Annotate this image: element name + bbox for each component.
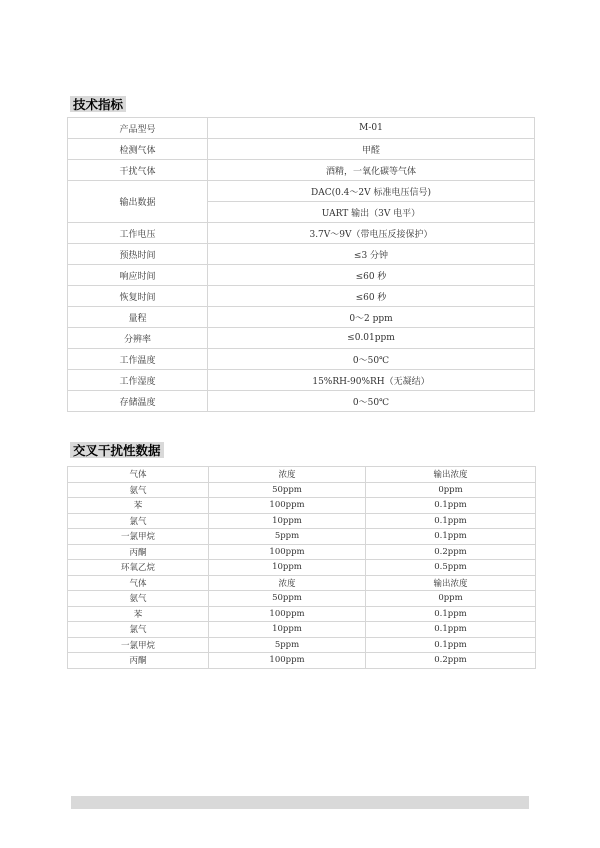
output-cell: 0.5ppm [366, 560, 536, 576]
concentration-cell: 5ppm [209, 637, 366, 653]
output-cell: 输出浓度 [366, 467, 536, 483]
spec-value: 3.7V～9V（带电压反接保护） [208, 223, 535, 244]
spec-label: 产品型号 [68, 118, 208, 139]
gas-cell: 苯 [68, 606, 209, 622]
spec-label: 工作电压 [68, 223, 208, 244]
table-row [68, 391, 535, 412]
output-cell: 0.1ppm [366, 622, 536, 638]
table-row [68, 160, 535, 181]
spec-value: 甲醛 [208, 139, 535, 160]
concentration-cell: 50ppm [209, 591, 366, 607]
gas-cell: 环氧乙烷 [68, 560, 209, 576]
table-row [68, 529, 536, 545]
spec-label: 输出数据 [68, 181, 208, 223]
table-row [68, 560, 536, 576]
table-row [68, 370, 535, 391]
output-cell: 0.1ppm [366, 529, 536, 545]
gas-cell: 气体 [68, 575, 209, 591]
table-row [68, 349, 535, 370]
spec-label: 分辨率 [68, 328, 208, 349]
gas-cell: 氨气 [68, 482, 209, 498]
spec-label: 预热时间 [68, 244, 208, 265]
spec-label: 存储温度 [68, 391, 208, 412]
cross-section-title: 交叉干扰性数据 [70, 442, 164, 458]
table-row [68, 575, 536, 591]
spec-value: ≤3 分钟 [208, 244, 535, 265]
output-cell: 0ppm [366, 591, 536, 607]
output-cell: 0.1ppm [366, 498, 536, 514]
spec-label: 工作湿度 [68, 370, 208, 391]
table-row [68, 181, 535, 202]
table-row [68, 328, 535, 349]
table-row [68, 482, 536, 498]
gas-cell: 一氯甲烷 [68, 637, 209, 653]
gas-cell: 氯气 [68, 622, 209, 638]
spec-label: 干扰气体 [68, 160, 208, 181]
spec-value: ≤0.01ppm [208, 328, 535, 349]
table-row [68, 622, 536, 638]
concentration-cell: 100ppm [209, 544, 366, 560]
table-row [68, 498, 536, 514]
concentration-cell: 100ppm [209, 606, 366, 622]
spec-value: ≤60 秒 [208, 265, 535, 286]
table-row [68, 286, 535, 307]
spec-value: 0～50℃ [208, 391, 535, 412]
output-cell: 0.1ppm [366, 513, 536, 529]
table-row [68, 606, 536, 622]
output-cell: 0.2ppm [366, 544, 536, 560]
spec-section-title: 技术指标 [70, 96, 126, 112]
concentration-cell: 50ppm [209, 482, 366, 498]
table-row [68, 544, 536, 560]
gas-cell: 氯气 [68, 513, 209, 529]
spec-value: M-01 [208, 118, 535, 139]
output-cell: 0ppm [366, 482, 536, 498]
concentration-cell: 5ppm [209, 529, 366, 545]
gas-cell: 氨气 [68, 591, 209, 607]
spec-value: UART 输出（3V 电平） [208, 202, 535, 223]
spec-value: 酒精，一氧化碳等气体 [208, 160, 535, 181]
concentration-cell: 10ppm [209, 560, 366, 576]
gas-cell: 苯 [68, 498, 209, 514]
gas-cell: 气体 [68, 467, 209, 483]
table-row [68, 653, 536, 669]
concentration-cell: 10ppm [209, 622, 366, 638]
output-cell: 输出浓度 [366, 575, 536, 591]
gas-cell: 丙酮 [68, 544, 209, 560]
spec-label: 响应时间 [68, 265, 208, 286]
concentration-cell: 浓度 [209, 575, 366, 591]
concentration-cell: 浓度 [209, 467, 366, 483]
concentration-cell: 100ppm [209, 653, 366, 669]
concentration-cell: 10ppm [209, 513, 366, 529]
table-row [68, 244, 535, 265]
table-row [68, 591, 536, 607]
spec-label: 检测气体 [68, 139, 208, 160]
table-row [68, 265, 535, 286]
spec-table [67, 117, 535, 412]
concentration-cell: 100ppm [209, 498, 366, 514]
gas-cell: 丙酮 [68, 653, 209, 669]
output-cell: 0.1ppm [366, 637, 536, 653]
spec-value: ≤60 秒 [208, 286, 535, 307]
gas-cell: 一氯甲烷 [68, 529, 209, 545]
cross-interference-table [67, 466, 536, 669]
table-row [68, 139, 535, 160]
spec-label: 工作温度 [68, 349, 208, 370]
spec-label: 量程 [68, 307, 208, 328]
table-row [68, 307, 535, 328]
spec-value: 0～50℃ [208, 349, 535, 370]
table-row [68, 118, 535, 139]
spec-value: 0～2 ppm [208, 307, 535, 328]
footer-bar [71, 796, 529, 809]
spec-value: 15%RH-90%RH（无凝结） [208, 370, 535, 391]
output-cell: 0.1ppm [366, 606, 536, 622]
table-row [68, 637, 536, 653]
spec-label: 恢复时间 [68, 286, 208, 307]
output-cell: 0.2ppm [366, 653, 536, 669]
table-row [68, 467, 536, 483]
spec-value: DAC(0.4～2V 标准电压信号) [208, 181, 535, 202]
table-row [68, 223, 535, 244]
table-row [68, 513, 536, 529]
